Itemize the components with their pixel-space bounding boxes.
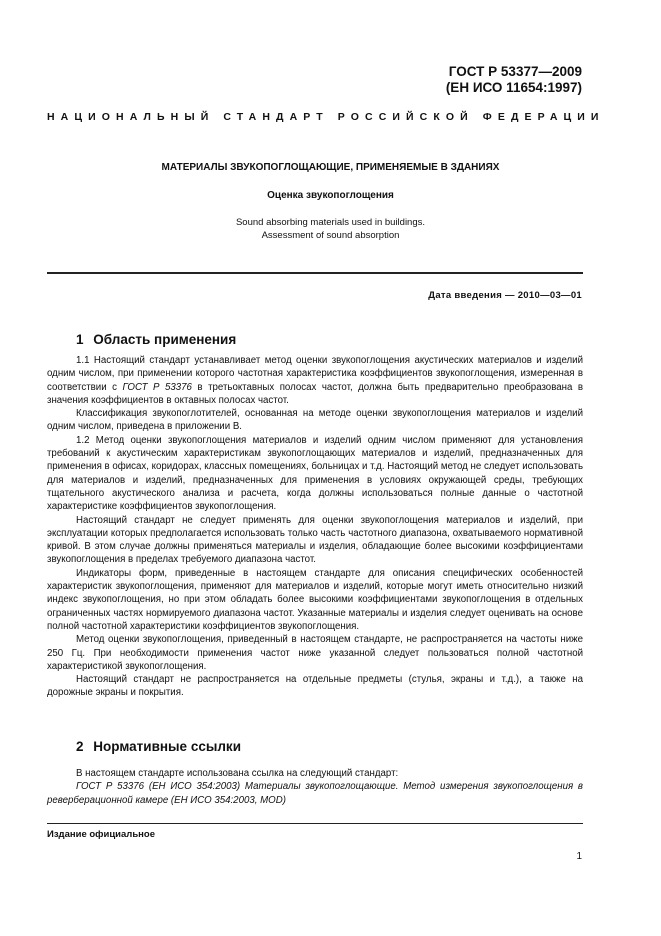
paragraph-classification: Классификация звукопоглотителей, основанная на методе оценки звукопоглощения материалов и изделий одним числом, приведена в приложении В. xyxy=(47,408,583,433)
paragraph-shape-indicators: Индикаторы форм, приведенные в настоящем стандарте для описания специфических особенностей характеристик звукопоглощения, применяют для материалов и изделий, которые могут иметь относительно низкий индекс звукопоглощения, но при этом обладать более высокими коэффициентами звукопоглощения в отдельных ограниченных частях нормируемого диапазона частот. Указанные материалы и изделия следует оценивать на основе полной частотной характеристики коэффициентов звукопоглощения. xyxy=(47,567,583,632)
section-1-heading xyxy=(76,332,236,347)
document-subtitle: Оценка звукопоглощения xyxy=(267,190,394,201)
paragraph-scope-limit: Настоящий стандарт не следует применять для оценки звукопоглощения материалов и изделий, при эксплуатации которых предполагается использовать только часть частотного диапазона, охватываемого нормативной кривой. В этом случае должны применяться материалы и изделия, обладающие более высокими коэффициентами звукопоглощения в пределах требуемого диапазона частот. xyxy=(47,514,583,566)
paragraph-2-intro: В настоящем стандарте использована ссылка на следующий стандарт: xyxy=(76,768,399,779)
introduction-date: Дата введения — 2010—03—01 xyxy=(428,290,582,301)
gost-number: ГОСТ Р 53377—2009 xyxy=(448,64,582,79)
section-1-title: Область применения xyxy=(93,332,237,347)
paragraph-exclusions: Настоящий стандарт не распространяется на отдельные предметы (стулья, экраны и т.д.), а также на дорожные экраны и покрытия. xyxy=(47,674,583,699)
official-edition-label: Издание официальное xyxy=(47,829,155,840)
english-title-line-2: Assessment of sound absorption xyxy=(261,230,400,241)
en-iso-number: (ЕН ИСО 11654:1997) xyxy=(445,80,582,95)
standard-designation xyxy=(446,64,582,96)
english-title-line-1: Sound absorbing materials used in buildings. xyxy=(235,217,426,228)
page-number: 1 xyxy=(576,851,582,862)
section-1-number: 1 xyxy=(76,332,84,347)
paragraph-1-2: 1.2 Метод оценки звукопоглощения материалов и изделий одним числом применяют для установления требований к акустическим характеристикам звукопоглощающих материалов и изделий, предназначенных для применения в офисах, коридорах, классных помещениях, больницах и т.д. Настоящий метод не следует использовать для материалов и изделий, предназначенных для применения в условиях окружающей среды, требующих тщательного акустического анализа и расчета, когда должны использоваться полные данные о частотной характеристике коэффициентов звукопоглощения. xyxy=(47,434,583,513)
document-title: МАТЕРИАЛЫ ЗВУКОПОГЛОЩАЮЩИЕ, ПРИМЕНЯЕМЫЕ В ЗДАНИЯХ xyxy=(161,162,500,173)
paragraph-frequency-limit: Метод оценки звукопоглощения, приведенный в настоящем стандарте, не распространяется на частоты ниже 250 Гц. При необходимости применения частот ниже указанной следует пользоваться полной частотной характеристикой звукопоглощения. xyxy=(47,634,583,672)
english-title xyxy=(0,216,661,242)
section-2-heading xyxy=(76,739,241,754)
paragraph-2-reference: ГОСТ Р 53376 (ЕН ИСО 354:2003) Материалы звукопоглощающие. Метод измерения звукопоглощения в реверберационной камере (ЕН ИСО 354:2003, MOD) xyxy=(47,781,583,806)
national-standard-banner: НАЦИОНАЛЬНЫЙ СТАНДАРТ РОССИЙСКОЙ ФЕДЕРАЦИИ xyxy=(47,111,605,123)
section-1-body xyxy=(47,354,583,700)
section-2-title: Нормативные ссылки xyxy=(93,739,241,754)
section-2-body xyxy=(47,767,583,807)
top-divider xyxy=(47,272,583,274)
bottom-divider xyxy=(47,823,583,824)
paragraph-1-1: 1.1 Настоящий стандарт устанавливает метод оценки звукопоглощения акустических материалов и изделий одним числом, при применении которого частотная характеристика коэффициентов звукопоглощения, измеренная в соответствии с ГОСТ Р 53376 в третьоктавных полосах частот, должна быть предварительно преобразована в значения коэффициентов в октавных полосах частот. xyxy=(47,355,583,406)
gost-reference: ГОСТ Р 53376 xyxy=(122,381,192,393)
section-2-number: 2 xyxy=(76,739,84,754)
